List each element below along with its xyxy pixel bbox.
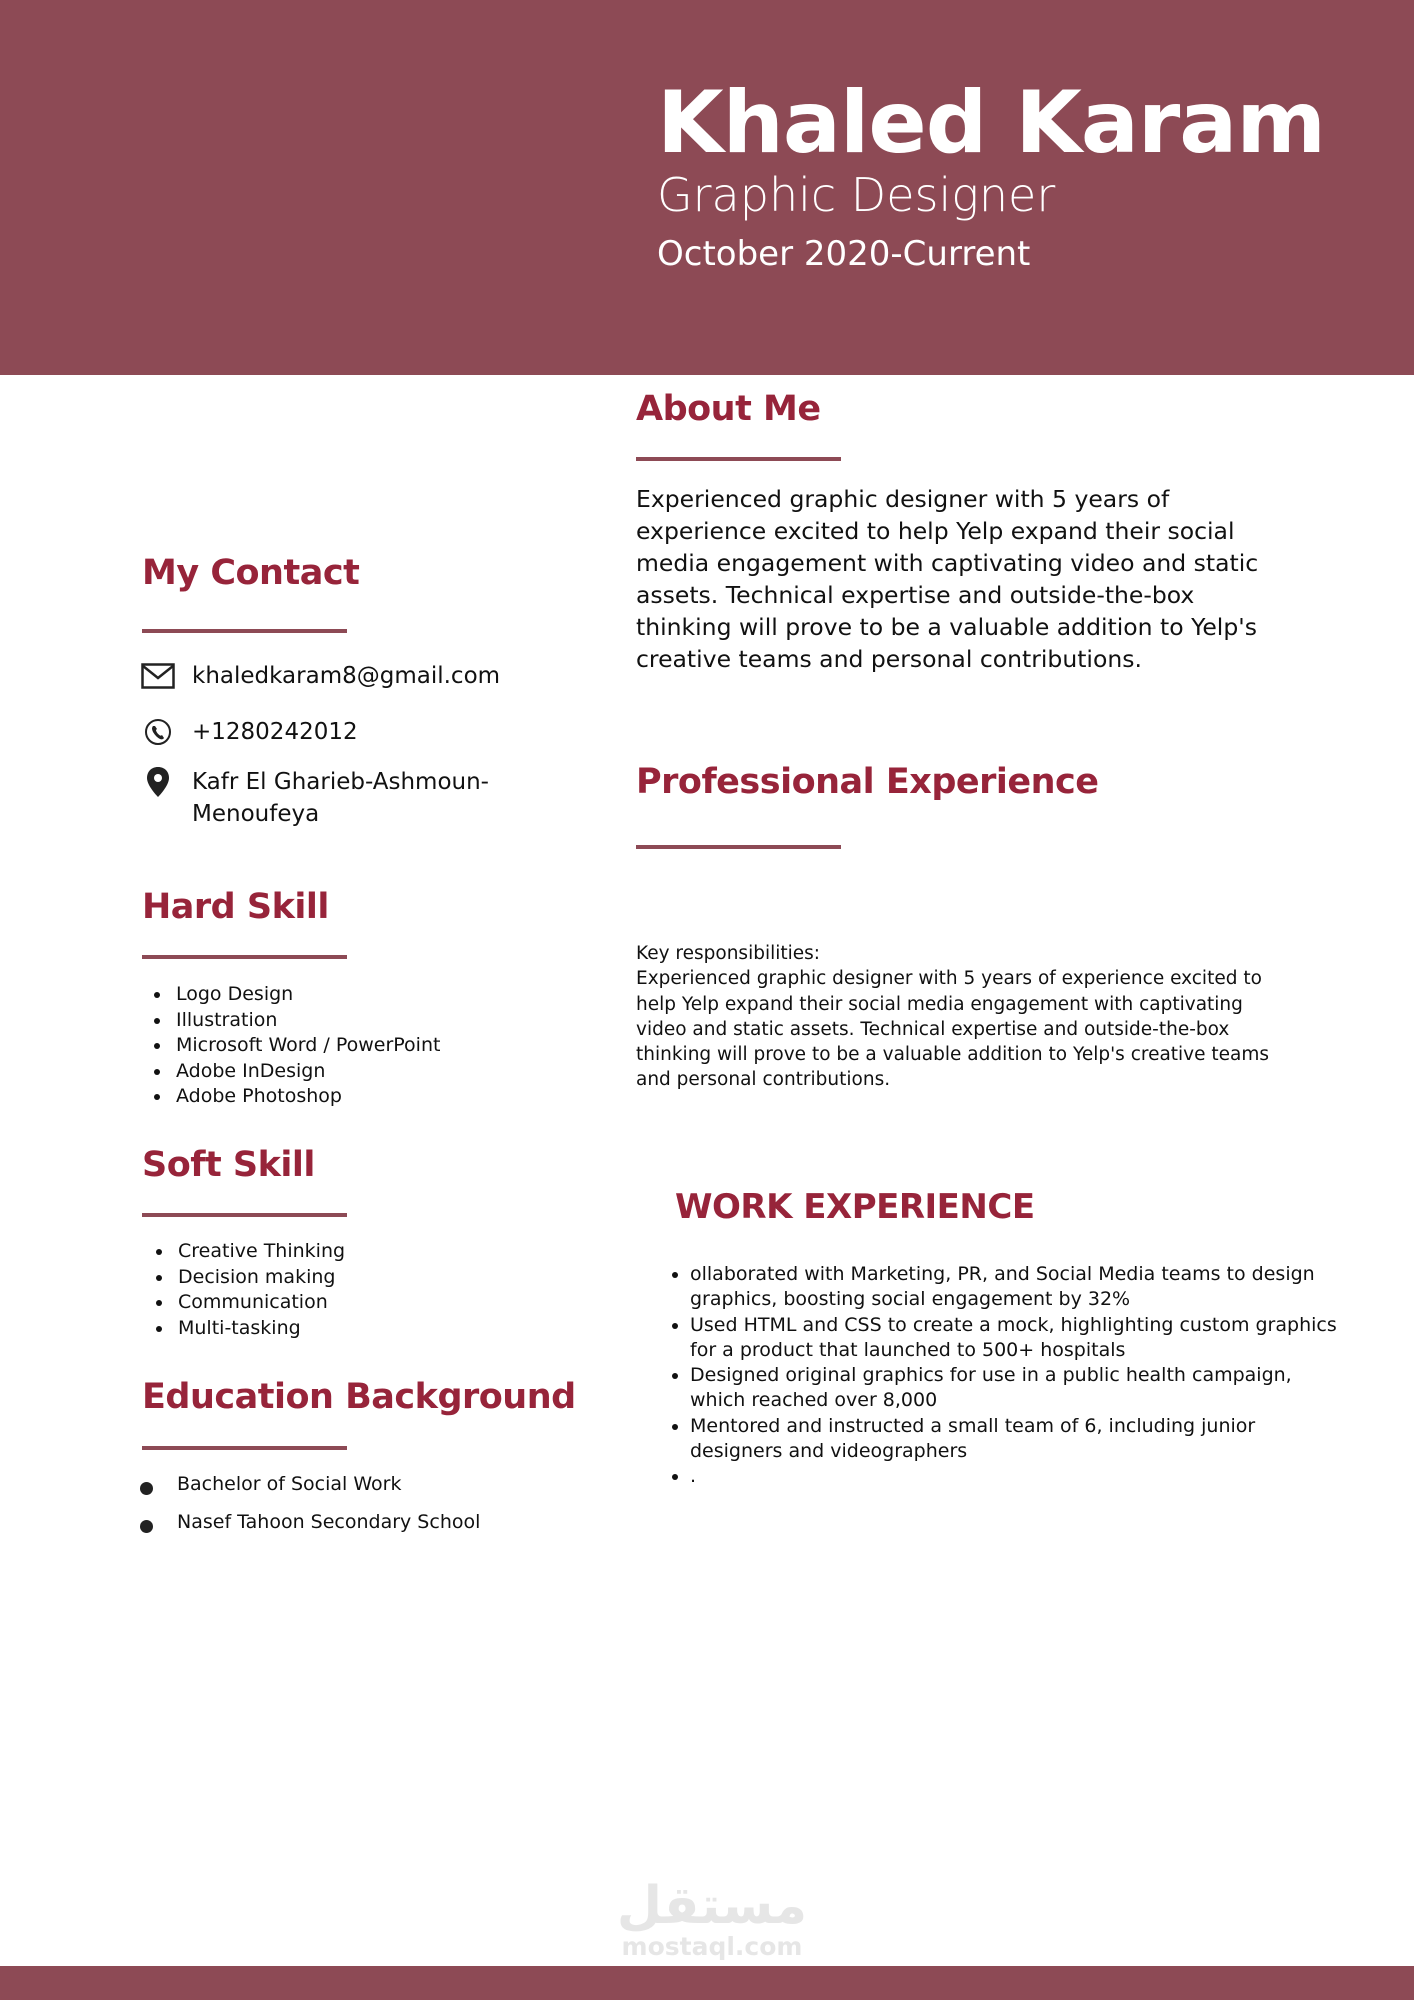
hard-skills-divider <box>142 955 347 959</box>
phone-text[interactable]: +1280242012 <box>192 719 358 745</box>
contact-email <box>140 660 522 692</box>
soft-skills-title: Soft Skill <box>142 1145 315 1185</box>
professional-text: Experienced graphic designer with 5 years of experience excited to help Yelp expand their social media engagement with captivating video and static assets. Technical expertise and outside-the-box thinking will prove to be a valuable addition to Yelp's creative teams and personal contributions. <box>636 968 1270 1091</box>
skill-item: • Adobe InDesign <box>172 1059 440 1085</box>
skill-item: • Communication <box>174 1290 345 1316</box>
soft-skills-list <box>144 1239 345 1341</box>
education-text: Bachelor of Social Work <box>177 1472 402 1495</box>
contact-phone <box>140 716 522 748</box>
work-item: • Designed original graphics for use in a public health campaign, which reached over 8,000 <box>690 1363 1350 1414</box>
key-responsibilities-label: Key responsibilities: <box>636 943 821 964</box>
skill-item: • Multi-tasking <box>174 1316 345 1342</box>
email-text[interactable]: khaledkaram8@gmail.com <box>192 663 501 689</box>
contact-title: My Contact <box>142 553 360 593</box>
hard-skills-list <box>142 982 440 1110</box>
address-text: Kafr El Gharieb-Ashmoun-Menoufeya <box>192 769 489 827</box>
candidate-name: Khaled Karam <box>657 73 1325 173</box>
watermark-logo <box>612 1876 812 1961</box>
watermark-latin: mostaql.com <box>621 1932 803 1961</box>
work-item: • ollaborated with Marketing, PR, and Social Media teams to design graphics, boosting social engagement by 32% <box>690 1262 1350 1313</box>
watermark-arabic: مستقل <box>616 1876 808 1936</box>
bullet-icon <box>140 1482 153 1495</box>
skill-item: • Creative Thinking <box>174 1239 345 1265</box>
work-item: • Used HTML and CSS to create a mock, highlighting custom graphics for a product that launched to 500+ hospitals <box>690 1313 1350 1364</box>
location-pin-icon <box>140 766 176 798</box>
work-item: • . <box>690 1464 1350 1489</box>
hard-skills-title: Hard Skill <box>142 887 329 927</box>
phone-icon <box>140 716 176 748</box>
skill-item: • Decision making <box>174 1265 345 1291</box>
work-item: • Mentored and instructed a small team of 6, including junior designers and videographers <box>690 1414 1350 1465</box>
about-title: About Me <box>636 389 821 429</box>
footer-bar <box>0 1966 1414 2000</box>
header-banner <box>0 0 1414 375</box>
bullet-icon <box>140 1520 153 1533</box>
envelope-icon <box>140 660 176 692</box>
professional-title: Professional Experience <box>636 762 1099 802</box>
contact-divider <box>142 629 347 633</box>
employment-period: October 2020-Current <box>657 234 1031 274</box>
skill-item: • Logo Design <box>172 982 440 1008</box>
work-list <box>660 1262 1350 1490</box>
professional-divider <box>636 845 841 849</box>
education-text: Nasef Tahoon Secondary School <box>177 1510 481 1533</box>
education-item <box>140 1472 401 1495</box>
education-item <box>140 1510 480 1533</box>
work-title: WORK EXPERIENCE <box>675 1187 1035 1227</box>
skill-item: • Microsoft Word / PowerPoint <box>172 1033 440 1059</box>
education-divider <box>142 1446 347 1450</box>
contact-address <box>140 766 522 830</box>
soft-skills-divider <box>142 1213 347 1217</box>
professional-block <box>636 941 1296 1093</box>
about-divider <box>636 457 841 461</box>
about-text: Experienced graphic designer with 5 years of experience excited to help Yelp expand their social media engagement with captivating video and static assets. Technical expertise and outside-the-box thinking will prove to be a valuable addition to Yelp's creative teams and personal contributions. <box>636 485 1259 673</box>
education-title: Education Background <box>142 1377 576 1417</box>
skill-item: • Illustration <box>172 1008 440 1034</box>
job-title: Graphic Designer <box>657 168 1056 222</box>
skill-item: • Adobe Photoshop <box>172 1084 440 1110</box>
